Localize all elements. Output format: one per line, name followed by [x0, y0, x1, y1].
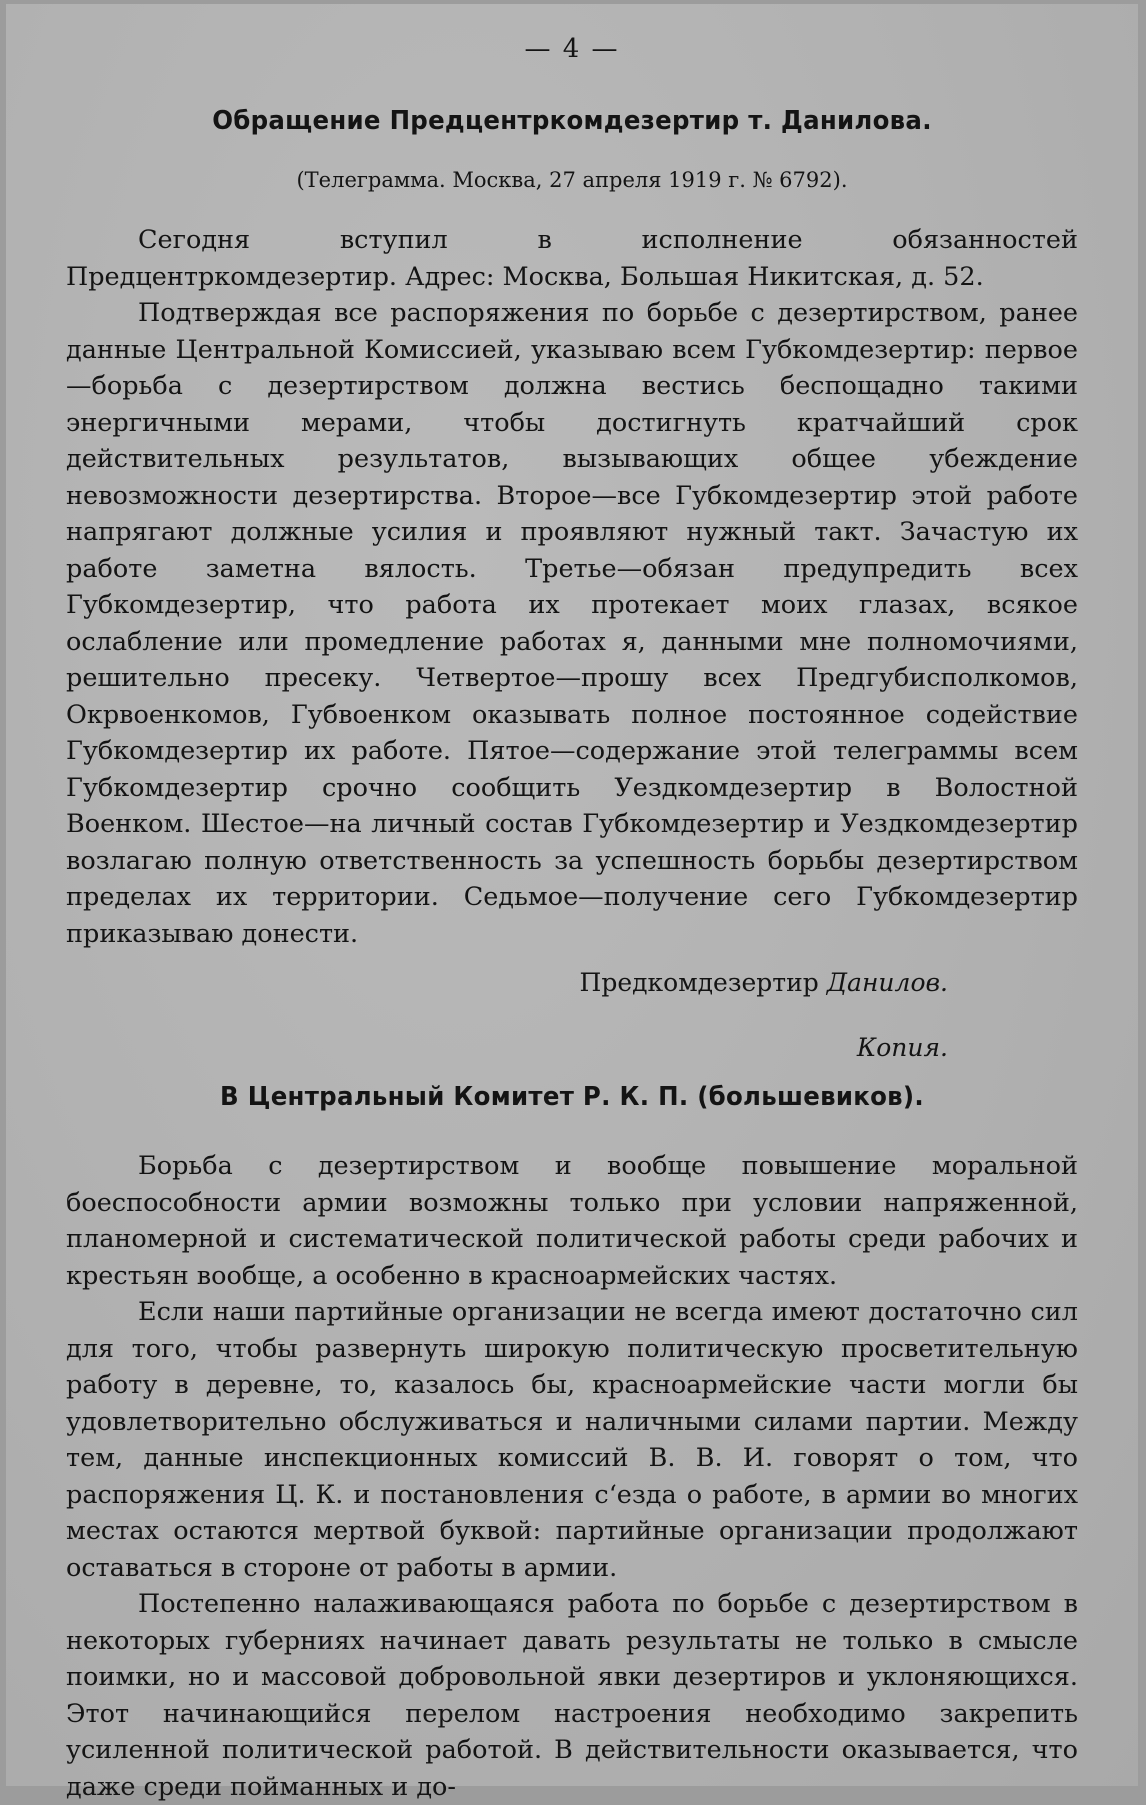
document-page — [6, 4, 1138, 1802]
section2-paragraph-3: Постепенно налаживающаяся работа по борьбе с дезертирством в некоторых губерниях начинает давать результаты не только в смысле поимки, но и массовой добровольной явки дезертиров и уклоняющихся. Этот начинающийся перелом настроения необходимо закрепить усиленной политической работой. В действительности оказывается, что даже среди пойманных и до- — [66, 1589, 1078, 1802]
signature — [66, 968, 948, 997]
page-number: — 4 — — [524, 34, 620, 64]
section2-paragraph-2: Если наши партийные организации не всегда имеют достаточно сил для того, чтобы развернуть широкую политическую просветительную работу в деревне, то, казалось бы, красноармейские части могли бы удовлетворительно обслуживаться и наличными силами партии. Между тем, данные инспекционных комиссий В. В. И. говорят о том, что распоряжения Ц. К. и постановления с‘езда о работе, в армии во многих местах остаются мертвой буквой: партийные организации продолжают оставаться в стороне от работы в армии. — [66, 1297, 1078, 1583]
copy-label: Копия. — [856, 1033, 948, 1062]
section1-paragraph-2: Подтверждая все распоряжения по борьбе с дезертирством, ранее данные Центральной Комиссией, указываю всем Губкомдезертир: первое—борьба с дезертирством должна вестись беспощадно такими энергичными мерами, чтобы достигнуть кратчайший срок действительных результатов, вызывающих общее убеждение невозможности дезертирства. Второе—все Губкомдезертир этой работе напрягают должные усилия и проявляют нужный такт. Зачастую их работе заметна вялость. Третье—обязан предупредить всех Губкомдезертир, что работа их протекает моих глазах, всякое ослабление или промедление работах я, данными мне полномочиями, решительно пресеку. Четвертое—прошу всех Предгубисполкомов, Окрвоенкомов, Губвоенком оказывать полное постоянное содействие Губкомдезертир их работе. Пятое—содержание этой телеграммы всем Губкомдезертир срочно сообщить Уездкомдезертир в Волостной Военком. Шестое—на личный состав Губкомдезертир и Уездкомдезертир возлагаю полную ответственность за успешность борьбы дезертирством пределах их территории. Седьмое—получение сего Губкомдезертир приказываю донести. — [66, 298, 1078, 949]
signature-name: Данилов. — [826, 968, 948, 997]
section1-subtitle: (Телеграмма. Москва, 27 апреля 1919 г. № 6792). — [296, 168, 848, 192]
section2-title: В Центральный Комитет Р. К. П. (большевиков). — [220, 1082, 924, 1112]
section1-title: Обращение Предцентркомдезертир т. Данилова. — [212, 106, 932, 136]
section2-paragraph-1: Борьба с дезертирством и вообще повышение моральной боеспособности армии возможны только при условии напряженной, планомерной и систематической политической работы среди рабочих и крестьян вообще, а особенно в красноармейских частях. — [66, 1151, 1078, 1291]
signature-title: Предкомдезертир — [579, 968, 819, 997]
section1-paragraph-1: Сегодня вступил в исполнение обязанностей Предцентркомдезертир. Адрес: Москва, Большая Никитская, д. 52. — [66, 225, 1078, 292]
